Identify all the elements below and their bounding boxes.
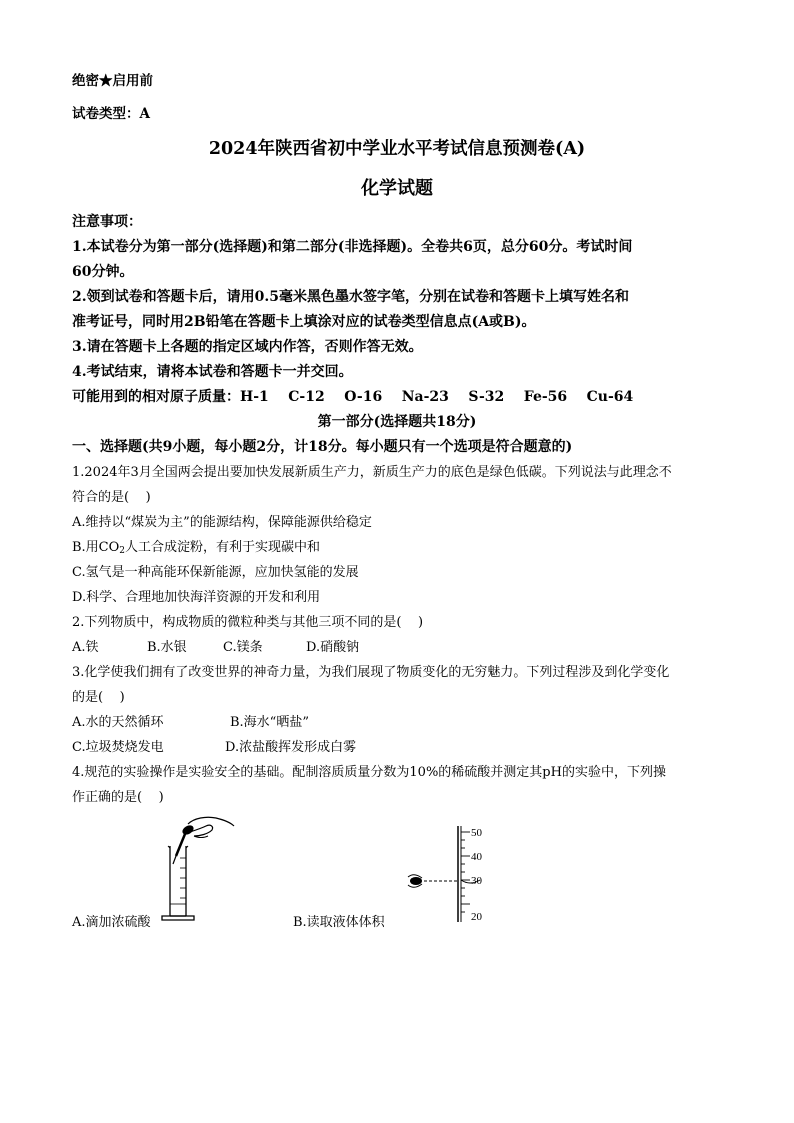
section-heading: 一、选择题(共9小题，每小题2分，计18分。每小题只有一个选项是符合题意的): [72, 439, 573, 455]
paper-type-label: 试卷类型：A: [72, 106, 150, 122]
note-4: 4.考试结束，请将本试卷和答题卡一并交回。: [72, 364, 353, 380]
q1-option-b-sub: 2: [119, 546, 126, 556]
q2-option-a: A.铁: [72, 640, 99, 655]
atomic-masses: 可能用到的相对原子质量：H-1 C-12 O-16 Na-23 S-32 Fe-56 Cu-64: [72, 389, 634, 405]
confidential-label: 绝密★启用前: [72, 73, 153, 89]
q2-stem: 2.下列物质中，构成物质的微粒种类与其他三项不同的是( ): [72, 615, 424, 630]
q3-option-a: A.水的天然循环: [72, 715, 164, 730]
q3-option-b: B.海水“晒盐”: [230, 715, 309, 730]
q3-option-c: C.垃圾焚烧发电: [72, 740, 164, 755]
scale-label-30: 30: [471, 875, 482, 887]
cylinder-reading-illustration: [400, 822, 500, 926]
q1-option-c: C.氢气是一种高能环保新能源，应加快氢能的发展: [72, 565, 359, 580]
q1-option-d: D.科学、合理地加快海洋资源的开发和利用: [72, 590, 321, 605]
exam-title: 2024年陕西省初中学业水平考试信息预测卷(A): [208, 139, 586, 159]
scale-label-40: 40: [471, 851, 482, 863]
q4-option-b: B.读取液体体积: [293, 915, 385, 930]
note-1-line-1: 1.本试卷分为第一部分(选择题)和第二部分(非选择题)。全卷共6页，总分60分。考试时间: [72, 239, 633, 255]
q2-option-b: B.水银: [147, 640, 187, 655]
q1-stem-line-2: 符合的是( ): [72, 490, 151, 505]
q1-option-b-post: 人工合成淀粉，有利于实现碳中和: [125, 540, 321, 555]
q1-option-b: [72, 539, 320, 556]
q3-stem-line-1: 3.化学使我们拥有了改变世界的神奇力量，为我们展现了物质变化的无穷魅力。下列过程涉及到化学变化: [72, 665, 670, 680]
note-2-line-2: 准考证号，同时用2B铅笔在答题卡上填涂对应的试卷类型信息点(A或B)。: [72, 314, 536, 330]
q4-stem-line-2: 作正确的是( ): [72, 790, 164, 805]
note-2-line-1: 2.领到试卷和答题卡后，请用0.5毫米黑色墨水签字笔，分别在试卷和答题卡上填写姓名和: [72, 289, 629, 305]
q2-option-c: C.镁条: [223, 640, 263, 655]
scale-label-20: 20: [471, 911, 482, 923]
dropper-cylinder-illustration: [150, 812, 250, 924]
part-one-heading: 第一部分(选择题共18分): [317, 414, 477, 430]
note-1-line-2: 60分钟。: [72, 264, 134, 280]
q1-option-a: A.维持以“煤炭为主”的能源结构，保障能源供给稳定: [72, 515, 372, 530]
q1-stem-line-1: 1.2024年3月全国两会提出要加快发展新质生产力，新质生产力的底色是绿色低碳。下列说法与此理念不: [72, 465, 672, 480]
q3-option-d: D.浓盐酸挥发形成白雾: [225, 740, 357, 755]
q1-option-b-pre: B.用CO: [72, 540, 120, 555]
note-3: 3.请在答题卡上各题的指定区域内作答，否则作答无效。: [72, 339, 423, 355]
q2-option-d: D.硝酸钠: [306, 640, 360, 655]
q3-stem-line-2: 的是( ): [72, 690, 125, 705]
q4-option-a: A.滴加浓硫酸: [72, 915, 151, 930]
scale-label-50: 50: [471, 827, 482, 839]
q4-stem-line-1: 4.规范的实验操作是实验安全的基础。配制溶质质量分数为10%的稀硫酸并测定其pH的实验中，下列操: [72, 765, 666, 780]
notes-heading: 注意事项：: [72, 214, 142, 230]
exam-subtitle: 化学试题: [361, 178, 433, 199]
